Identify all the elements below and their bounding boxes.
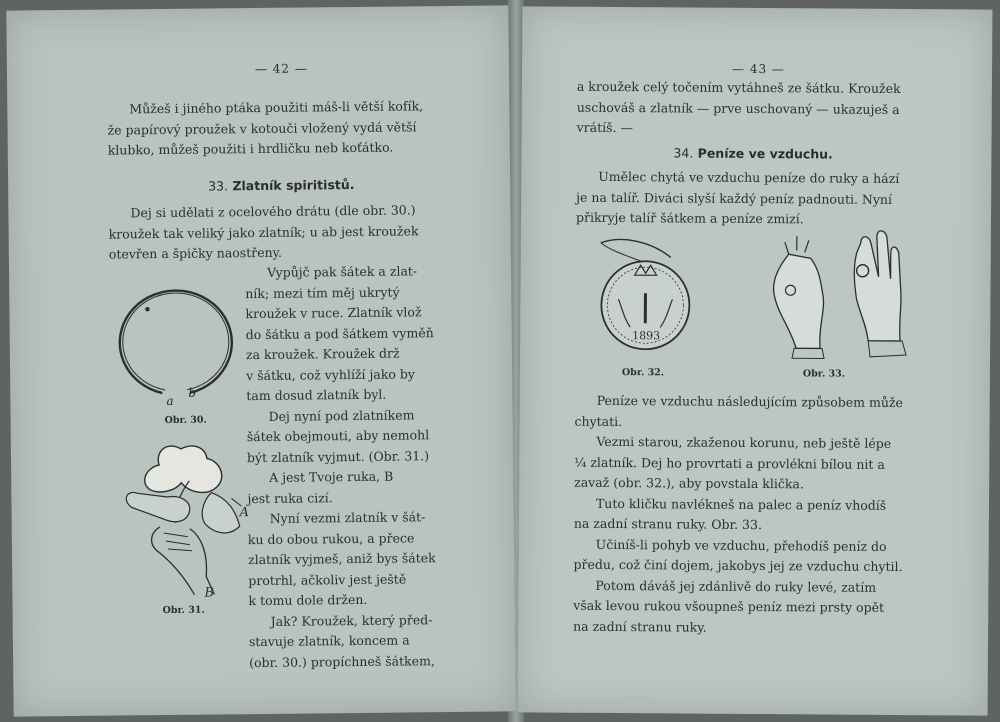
right-body-text — [573, 391, 940, 640]
section-heading-34 — [673, 145, 832, 161]
text-line: přikryje talíř šátkem a peníze zmizí. — [575, 209, 804, 227]
text-line: Učiníš-li pohyb ve vzduchu, přehodíš peníz do — [595, 536, 887, 554]
text-line: jest ruka cizí. — [247, 489, 333, 506]
fig30-caption: Obr. 30. — [164, 414, 207, 427]
figure-31-hands-illustration — [119, 436, 256, 602]
text-line: však levou rukou všoupneš peníz mezi prsty opět — [573, 597, 885, 615]
text-line: Nyní vezmi zlatník v šát- — [269, 509, 426, 526]
text-line: je na talíř. Diváci slyší každý peníz padnouti. Nyní — [576, 189, 893, 207]
text-line: kroužek tak veliký jako zlatník; u ab jest kroužek — [108, 222, 419, 242]
text-line: šátek obejmouti, aby nemohl — [246, 427, 430, 445]
figure-33-hands-illustration — [760, 224, 911, 365]
text-line: vrátíš. — — [576, 119, 634, 136]
text-line: Umělec chytá ve vzduchu peníze do ruky a hází — [598, 168, 900, 187]
figure-30-ring-illustration — [109, 280, 250, 411]
fig32-coin-year: 1893 — [632, 329, 661, 343]
text-line: A jest Tvoje ruka, B — [269, 468, 394, 485]
page-number-right: — 43 — — [731, 61, 785, 77]
figure-32-coin-illustration — [590, 235, 701, 351]
text-line: v šátku, což vyhlíží jako by — [246, 365, 415, 383]
text-line: klubko, můžeš použiti i hrdličku neb koťátko. — [107, 139, 394, 158]
text-line: tam dosud zlatník byl. — [246, 386, 387, 404]
text-line: (obr. 30.) propíchneš šátkem, — [249, 652, 435, 670]
section-heading-33 — [208, 177, 354, 194]
fig31-label-a: A — [239, 505, 250, 521]
text-line: Peníze ve vzduchu následujícím způsobem může — [596, 392, 903, 411]
text-line: Vezmi starou, zkaženou korunu, neb ještě lépe — [596, 433, 892, 451]
text-line: že papírový proužek v kotouči vložený vydá větší — [107, 118, 417, 138]
text-line: ¼ zlatník. Dej ho provrtati a provlékni bílou nit a — [574, 454, 885, 472]
fig31-label-b: B — [204, 585, 215, 601]
fig31-caption: Obr. 31. — [162, 604, 205, 617]
section-title: Zlatník spiritistů. — [232, 177, 355, 194]
text-line: zlatník vyjmeš, aniž bys šátek — [248, 550, 436, 568]
text-line: ník; mezi tím měj ukrytý — [245, 284, 400, 301]
text-line: do šátku a pod šátkem vyměň — [245, 324, 434, 342]
text-line: předu, což činí dojem, jakobys jej ze vzduchu chytil. — [573, 556, 903, 575]
text-line: kroužek v ruce. Zlatník vlož — [245, 304, 422, 322]
text-line: za kroužek. Kroužek drž — [245, 345, 400, 363]
left-page — [6, 5, 515, 716]
page-number-left: — 42 — — [254, 61, 308, 77]
text-line: Jak? Kroužek, který před- — [270, 611, 433, 629]
section-title: Peníze ve vzduchu. — [697, 145, 833, 162]
text-line: uschováš a zlatník — prve uschovaný — ukazuješ a — [576, 99, 900, 117]
text-line: zavaž (obr. 32.), aby povstala klička. — [574, 474, 804, 492]
right-intro-paragraph — [577, 77, 942, 141]
text-line: otevřen a špičky naostřeny. — [108, 244, 283, 262]
left-para-1 — [108, 200, 454, 265]
text-line: být zlatník vyjmut. (Obr. 31.) — [246, 447, 430, 465]
text-line: a kroužek celý točením vytáhneš ze šátku. Kroužek — [576, 78, 901, 97]
right-para-1 — [576, 167, 941, 231]
section-number: 33. — [208, 178, 229, 194]
text-line: chytati. — [574, 413, 623, 429]
text-line: Dej si udělati z ocelového drátu (dle obr. 30.) — [130, 202, 416, 221]
text-line: Potom dáváš jej zdánlivě do ruky levé, zatím — [595, 577, 877, 595]
fig30-label-b: b — [188, 385, 197, 400]
text-line: ku do obou rukou, a přece — [247, 529, 415, 547]
section-number: 34. — [673, 145, 694, 161]
text-line: na zadní stranu ruky. — [573, 618, 707, 635]
text-line: Tuto kličku navlékneš na palec a peníz vhodíš — [595, 495, 887, 513]
text-line: Dej nyní pod zlatníkem — [268, 406, 415, 424]
text-line: stavuje zlatník, koncem a — [248, 632, 410, 650]
left-column-text — [245, 261, 458, 673]
fig32-caption: Obr. 32. — [621, 367, 665, 379]
text-line: Můžeš i jiného ptáka použiti máš-li větší kofík, — [129, 98, 424, 117]
left-intro-paragraph — [107, 96, 453, 161]
text-line: na zadní stranu ruky. Obr. 33. — [573, 515, 763, 533]
fig33-caption: Obr. 33. — [802, 368, 846, 380]
fig30-label-a: a — [166, 393, 174, 408]
text-line: protrhl, ačkoliv jest ještě — [248, 570, 407, 588]
right-page — [518, 6, 993, 715]
text-line: k tomu dole držen. — [248, 591, 368, 609]
text-line: Vypůjč pak šátek a zlat- — [266, 263, 418, 280]
